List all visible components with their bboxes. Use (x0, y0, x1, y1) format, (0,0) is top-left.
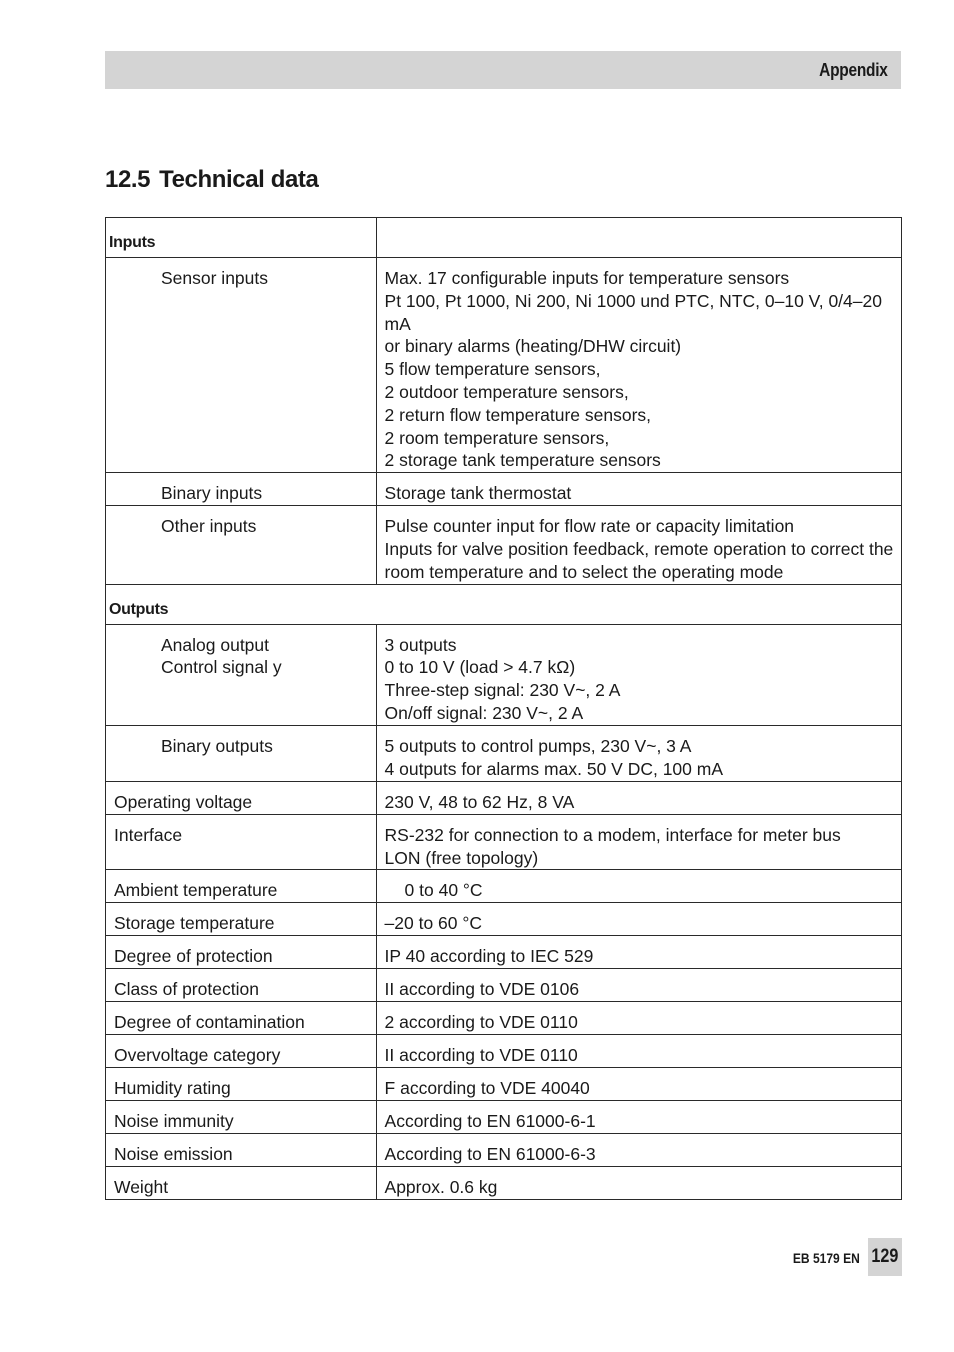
label-line: Control signal y (161, 657, 282, 678)
table-row (106, 969, 902, 1002)
row-label-interface: Interface (106, 814, 377, 870)
value-line: On/off signal: 230 V~, 2 A (384, 702, 584, 723)
group-row-outputs (106, 584, 902, 624)
row-label-operating-voltage: Operating voltage (106, 781, 377, 814)
row-value-degree-of-protection: IP 40 according to IEC 529 (376, 936, 901, 969)
row-value-binary-inputs: Storage tank thermostat (376, 473, 901, 506)
value-line: 2 storage tank temperature sensors (384, 450, 661, 471)
row-label-binary-inputs: Binary inputs (106, 473, 377, 506)
value-line: Pt 100, Pt 1000, Ni 200, Ni 1000 und PTC, NTC, 0–10 V, 0/4–20 mA (384, 290, 882, 334)
table-row (106, 258, 902, 473)
table-row (106, 936, 902, 969)
table-row (106, 1002, 902, 1035)
table-row (106, 1068, 902, 1101)
header-title: Appendix (819, 60, 888, 80)
row-value-sensor-inputs (376, 258, 901, 473)
row-value-ambient-temperature (376, 870, 901, 903)
row-value-binary-outputs (376, 725, 901, 781)
value-line: or binary alarms (heating/DHW circuit) (384, 336, 682, 357)
value-line: room temperature and to select the operating mode (384, 561, 784, 582)
row-value-noise-immunity: According to EN 61000-6-1 (376, 1101, 901, 1134)
row-label-weight: Weight (106, 1167, 377, 1200)
row-label-binary-outputs: Binary outputs (106, 725, 377, 781)
value-line: Inputs for valve position feedback, remote operation to correct the (384, 538, 894, 559)
section-number: 12.5 (105, 166, 151, 193)
table-row (106, 814, 902, 870)
value-line: Pulse counter input for flow rate or capacity limitation (384, 516, 795, 537)
table-row (106, 1134, 902, 1167)
value-line: 4 outputs for alarms max. 50 V DC, 100 mA (384, 758, 724, 779)
table-row (106, 870, 902, 903)
table-row (106, 473, 902, 506)
table-row (106, 725, 902, 781)
document-code: EB 5179 EN (793, 1250, 860, 1266)
row-label-degree-of-protection: Degree of protection (106, 936, 377, 969)
row-value-operating-voltage: 230 V, 48 to 62 Hz, 8 VA (376, 781, 901, 814)
row-label-overvoltage-category: Overvoltage category (106, 1035, 377, 1068)
group-empty-cell (376, 218, 901, 258)
header-bar (105, 51, 901, 89)
table-row (106, 1101, 902, 1134)
row-label-sensor-inputs: Sensor inputs (106, 258, 377, 473)
row-value-analog-output (376, 624, 901, 725)
row-value-class-of-protection: II according to VDE 0106 (376, 969, 901, 1002)
value-line: Max. 17 configurable inputs for temperature sensors (384, 268, 790, 288)
row-value-weight: Approx. 0.6 kg (376, 1167, 901, 1200)
table-row (106, 781, 902, 814)
row-label-ambient-temperature: Ambient temperature (106, 870, 377, 903)
row-value-noise-emission: According to EN 61000-6-3 (376, 1134, 901, 1167)
row-label-degree-of-contamination: Degree of contamination (106, 1002, 377, 1035)
page-number: 129 (871, 1246, 899, 1267)
technical-data-table (105, 217, 902, 1200)
row-value-other-inputs (376, 506, 901, 584)
value-line: LON (free topology) (384, 847, 539, 868)
page-number-box (868, 1238, 902, 1276)
row-value-storage-temperature: –20 to 60 °C (376, 903, 901, 936)
group-label-outputs: Outputs (106, 584, 902, 624)
page-footer (0, 1238, 954, 1276)
row-label-class-of-protection: Class of protection (106, 969, 377, 1002)
row-label-other-inputs: Other inputs (106, 506, 377, 584)
value-line: 5 flow temperature sensors, (384, 359, 601, 380)
table-row (106, 903, 902, 936)
table-row (106, 1167, 902, 1200)
row-label-noise-immunity: Noise immunity (106, 1101, 377, 1134)
section-title: Technical data (159, 166, 319, 193)
table-row (106, 506, 902, 584)
section-heading (105, 166, 318, 194)
group-row-inputs (106, 218, 902, 258)
row-label-noise-emission: Noise emission (106, 1134, 377, 1167)
value-line: 2 room temperature sensors, (384, 427, 610, 448)
value-text: 0 to 40 °C (404, 880, 483, 901)
value-line: 5 outputs to control pumps, 230 V~, 3 A (384, 735, 692, 756)
table-row (106, 624, 902, 725)
row-value-degree-of-contamination: 2 according to VDE 0110 (376, 1002, 901, 1035)
row-value-humidity-rating: F according to VDE 40040 (376, 1068, 901, 1101)
value-line: 3 outputs (384, 634, 457, 655)
value-line: 2 return flow temperature sensors, (384, 404, 652, 425)
row-value-overvoltage-category: II according to VDE 0110 (376, 1035, 901, 1068)
value-line: 2 outdoor temperature sensors, (384, 381, 629, 402)
group-label-inputs: Inputs (106, 218, 377, 258)
label-line: Analog output (161, 634, 270, 655)
value-line: Three-step signal: 230 V~, 2 A (384, 680, 621, 701)
row-label-humidity-rating: Humidity rating (106, 1068, 377, 1101)
row-label-storage-temperature: Storage temperature (106, 903, 377, 936)
table-row (106, 1035, 902, 1068)
row-label-analog-output (106, 624, 377, 725)
value-line: 0 to 10 V (load > 4.7 kΩ) (384, 657, 576, 678)
value-line: RS-232 for connection to a modem, interface for meter bus (384, 824, 841, 845)
row-value-interface (376, 814, 901, 870)
